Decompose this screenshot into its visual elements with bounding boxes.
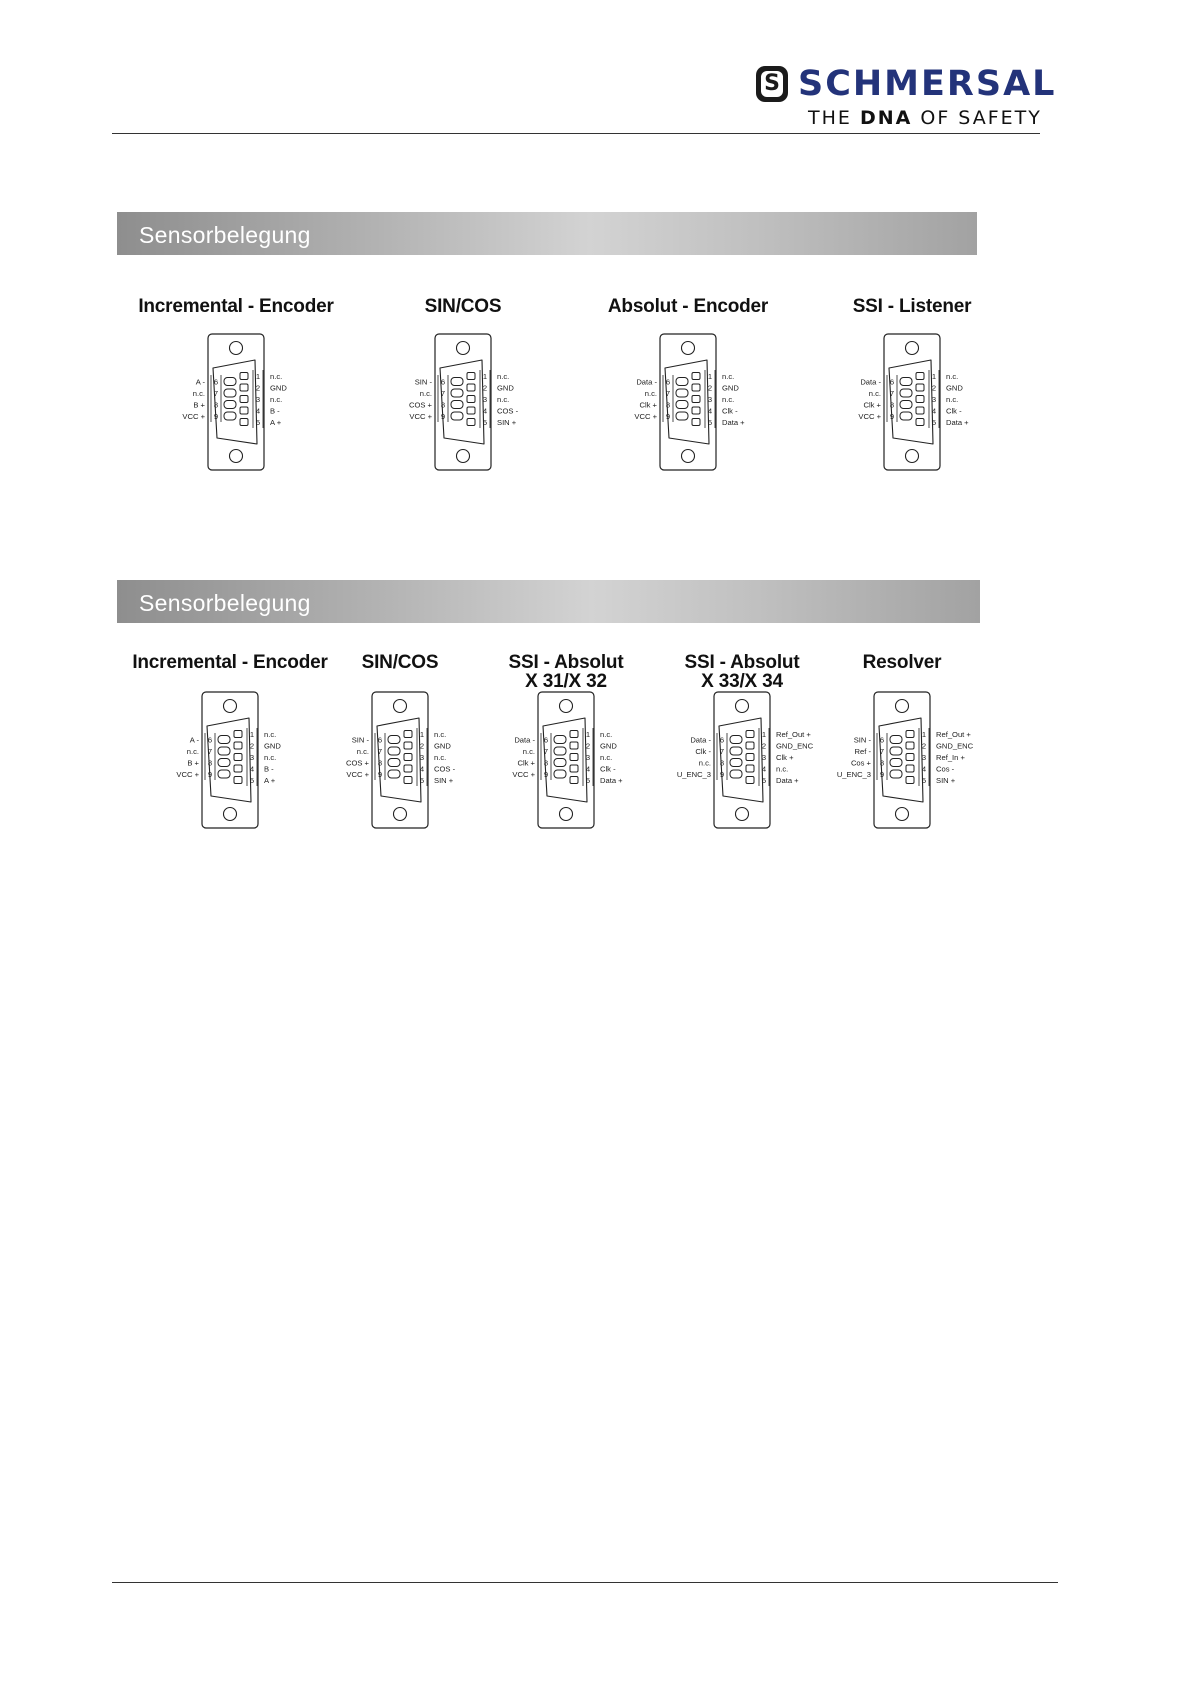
pin-signal-label: GND bbox=[434, 741, 451, 751]
pin-icon bbox=[467, 396, 475, 403]
pin-signal-label: SIN + bbox=[936, 775, 956, 785]
connector-title: SIN/COS bbox=[424, 296, 502, 317]
pin-signal-label: n.c. bbox=[722, 371, 735, 381]
pin-number: 7 bbox=[213, 388, 219, 398]
connector-title: SSI - Absolut X 33/X 34 bbox=[684, 652, 800, 692]
pin-icon bbox=[234, 742, 242, 749]
pin-icon bbox=[554, 747, 566, 755]
pin-number: 7 bbox=[543, 746, 549, 756]
pin-icon bbox=[240, 396, 248, 403]
connector-title: SSI - Absolut X 31/X 32 bbox=[508, 652, 624, 692]
pin-signal-label: n.c. bbox=[946, 394, 959, 404]
pin-signal-label: Clk - bbox=[722, 406, 738, 416]
pin-icon bbox=[916, 407, 924, 414]
pin-signal-label: n.c. bbox=[698, 758, 711, 768]
pin-icon bbox=[692, 373, 700, 380]
pin-signal-label: B - bbox=[270, 406, 280, 416]
pin-icon bbox=[746, 731, 754, 738]
pin-signal-label: GND bbox=[270, 383, 287, 393]
pin-number: 4 bbox=[482, 406, 488, 416]
pin-signal-label: SIN + bbox=[497, 417, 517, 427]
db9-connector-diagram bbox=[343, 332, 583, 476]
pin-signal-label: Ref_In + bbox=[936, 752, 965, 762]
pin-signal-label: Ref_Out + bbox=[776, 729, 811, 739]
pin-number: 5 bbox=[761, 775, 767, 785]
pin-icon bbox=[218, 736, 230, 744]
pin-icon bbox=[916, 384, 924, 391]
pin-icon bbox=[906, 731, 914, 738]
pin-signal-label: COS - bbox=[434, 764, 456, 774]
schmersal-logo bbox=[756, 64, 1057, 132]
pin-icon bbox=[467, 407, 475, 414]
connector-title: SSI - Listener bbox=[852, 296, 972, 317]
pin-signal-label: n.c. bbox=[434, 729, 447, 739]
pin-signal-label: Clk - bbox=[600, 764, 616, 774]
pin-number: 9 bbox=[879, 769, 885, 779]
pin-signal-label: GND_ENC bbox=[936, 741, 974, 751]
pin-number: 6 bbox=[377, 735, 383, 745]
pin-number: 5 bbox=[419, 775, 425, 785]
pin-number: 6 bbox=[889, 377, 895, 387]
mounting-hole-icon bbox=[457, 450, 470, 463]
pin-number: 5 bbox=[707, 417, 713, 427]
pin-icon bbox=[451, 389, 463, 397]
db9-connector-diagram bbox=[792, 332, 1032, 476]
pin-signal-label: GND_ENC bbox=[776, 741, 814, 751]
pin-number: 2 bbox=[482, 383, 488, 393]
pin-icon bbox=[467, 419, 475, 426]
pin-number: 9 bbox=[889, 411, 895, 421]
pin-number: 5 bbox=[931, 417, 937, 427]
pin-icon bbox=[404, 754, 412, 761]
pin-number: 1 bbox=[249, 729, 255, 739]
pin-icon bbox=[224, 389, 236, 397]
pin-signal-label: VCC + bbox=[409, 411, 432, 421]
pin-signal-label: Cos - bbox=[936, 764, 955, 774]
section-banner-2: Sensorbelegung bbox=[117, 580, 980, 623]
pin-signal-label: Ref_Out + bbox=[936, 729, 971, 739]
pin-number: 2 bbox=[707, 383, 713, 393]
db9-connector-diagram bbox=[782, 690, 1022, 834]
pin-number: 1 bbox=[707, 371, 713, 381]
pin-signal-label: n.c. bbox=[868, 388, 881, 398]
pin-signal-label: SIN - bbox=[414, 377, 432, 387]
pin-signal-label: n.c. bbox=[497, 394, 510, 404]
pin-icon bbox=[404, 731, 412, 738]
pin-number: 4 bbox=[255, 406, 261, 416]
pin-signal-label: GND bbox=[264, 741, 281, 751]
pin-signal-label: A + bbox=[270, 417, 282, 427]
pin-icon bbox=[554, 736, 566, 744]
pin-number: 2 bbox=[931, 383, 937, 393]
pin-icon bbox=[692, 407, 700, 414]
pin-number: 4 bbox=[585, 764, 591, 774]
pin-signal-label: n.c. bbox=[192, 388, 205, 398]
pin-signal-label: A + bbox=[264, 775, 276, 785]
pin-signal-label: SIN + bbox=[434, 775, 454, 785]
pin-icon bbox=[554, 759, 566, 767]
pin-number: 9 bbox=[213, 411, 219, 421]
pin-number: 4 bbox=[931, 406, 937, 416]
pin-icon bbox=[234, 765, 242, 772]
pin-signal-label: COS + bbox=[408, 400, 432, 410]
pin-number: 6 bbox=[207, 735, 213, 745]
pin-icon bbox=[570, 742, 578, 749]
pin-number: 8 bbox=[889, 400, 895, 410]
pin-number: 1 bbox=[761, 729, 767, 739]
pin-number: 7 bbox=[207, 746, 213, 756]
pin-icon bbox=[240, 419, 248, 426]
pin-icon bbox=[730, 759, 742, 767]
pin-number: 6 bbox=[543, 735, 549, 745]
mounting-hole-icon bbox=[906, 342, 919, 355]
pin-number: 6 bbox=[879, 735, 885, 745]
pin-icon bbox=[900, 412, 912, 420]
pin-signal-label: B + bbox=[187, 758, 199, 768]
pin-number: 1 bbox=[585, 729, 591, 739]
pin-signal-label: GND bbox=[946, 383, 963, 393]
pin-number: 9 bbox=[207, 769, 213, 779]
pin-signal-label: GND bbox=[600, 741, 617, 751]
pin-icon bbox=[916, 419, 924, 426]
brand-tagline: THE DNA OF SAFETY bbox=[808, 107, 1042, 129]
pin-icon bbox=[451, 412, 463, 420]
connector-title: SIN/COS bbox=[361, 652, 439, 673]
db9-connector-diagram bbox=[116, 332, 356, 476]
pin-number: 6 bbox=[440, 377, 446, 387]
mounting-hole-icon bbox=[896, 808, 909, 821]
pin-signal-label: Data - bbox=[690, 735, 711, 745]
pin-signal-label: n.c. bbox=[264, 752, 277, 762]
pin-icon bbox=[218, 747, 230, 755]
pin-number: 3 bbox=[419, 752, 425, 762]
pin-signal-label: B - bbox=[264, 764, 274, 774]
pin-signal-label: Clk - bbox=[946, 406, 962, 416]
pin-number: 1 bbox=[419, 729, 425, 739]
pin-number: 8 bbox=[377, 758, 383, 768]
pin-signal-label: A - bbox=[195, 377, 205, 387]
pin-number: 2 bbox=[255, 383, 261, 393]
pin-icon bbox=[388, 759, 400, 767]
pin-icon bbox=[218, 759, 230, 767]
pin-number: 9 bbox=[543, 769, 549, 779]
pin-icon bbox=[224, 378, 236, 386]
pin-signal-label: Ref - bbox=[854, 746, 871, 756]
pin-signal-label: GND bbox=[497, 383, 514, 393]
pin-number: 3 bbox=[707, 394, 713, 404]
pin-icon bbox=[900, 401, 912, 409]
pin-signal-label: Clk + bbox=[863, 400, 881, 410]
pin-number: 2 bbox=[585, 741, 591, 751]
pin-icon bbox=[676, 389, 688, 397]
pin-icon bbox=[404, 777, 412, 784]
mounting-hole-icon bbox=[560, 700, 573, 713]
pin-number: 8 bbox=[665, 400, 671, 410]
pin-icon bbox=[746, 742, 754, 749]
pin-signal-label: n.c. bbox=[270, 371, 283, 381]
pin-number: 5 bbox=[921, 775, 927, 785]
pin-number: 9 bbox=[665, 411, 671, 421]
pin-signal-label: n.c. bbox=[600, 752, 613, 762]
pin-signal-label: Data + bbox=[722, 417, 745, 427]
pin-signal-label: Clk - bbox=[695, 746, 711, 756]
db9-connector-diagram bbox=[568, 332, 808, 476]
pin-number: 2 bbox=[249, 741, 255, 751]
connector-title: Resolver bbox=[862, 652, 942, 673]
pin-icon bbox=[404, 765, 412, 772]
pin-signal-label: Data + bbox=[946, 417, 969, 427]
pin-icon bbox=[890, 770, 902, 778]
pin-signal-label: SIN - bbox=[853, 735, 871, 745]
pin-number: 5 bbox=[585, 775, 591, 785]
pin-number: 8 bbox=[440, 400, 446, 410]
mounting-hole-icon bbox=[230, 342, 243, 355]
pin-signal-label: Data - bbox=[636, 377, 657, 387]
pin-signal-label: Cos + bbox=[850, 758, 871, 768]
pin-signal-label: n.c. bbox=[946, 371, 959, 381]
pin-signal-label: n.c. bbox=[186, 746, 199, 756]
pin-icon bbox=[906, 754, 914, 761]
pin-icon bbox=[676, 412, 688, 420]
pin-icon bbox=[906, 765, 914, 772]
pin-signal-label: Clk + bbox=[517, 758, 535, 768]
pin-icon bbox=[388, 770, 400, 778]
pin-icon bbox=[890, 747, 902, 755]
pin-number: 7 bbox=[719, 746, 725, 756]
pin-icon bbox=[234, 777, 242, 784]
pin-signal-label: B + bbox=[193, 400, 205, 410]
pin-signal-label: n.c. bbox=[419, 388, 432, 398]
pin-number: 8 bbox=[879, 758, 885, 768]
pin-icon bbox=[404, 742, 412, 749]
pin-signal-label: n.c. bbox=[356, 746, 369, 756]
mounting-hole-icon bbox=[224, 808, 237, 821]
pin-number: 4 bbox=[249, 764, 255, 774]
pin-signal-label: SIN - bbox=[351, 735, 369, 745]
pin-icon bbox=[906, 742, 914, 749]
pin-icon bbox=[730, 770, 742, 778]
pin-number: 8 bbox=[719, 758, 725, 768]
mounting-hole-icon bbox=[230, 450, 243, 463]
pin-icon bbox=[570, 765, 578, 772]
pin-number: 2 bbox=[921, 741, 927, 751]
pin-signal-label: VCC + bbox=[858, 411, 881, 421]
mounting-hole-icon bbox=[560, 808, 573, 821]
pin-icon bbox=[692, 396, 700, 403]
connector-title: Incremental - Encoder bbox=[138, 296, 334, 317]
pin-signal-label: n.c. bbox=[264, 729, 277, 739]
pin-number: 9 bbox=[377, 769, 383, 779]
pin-icon bbox=[570, 777, 578, 784]
pin-signal-label: A - bbox=[189, 735, 199, 745]
pin-signal-label: VCC + bbox=[346, 769, 369, 779]
footer-divider bbox=[112, 1582, 1058, 1583]
pin-number: 4 bbox=[707, 406, 713, 416]
pin-number: 9 bbox=[440, 411, 446, 421]
pin-number: 5 bbox=[249, 775, 255, 785]
pin-icon bbox=[224, 401, 236, 409]
mounting-hole-icon bbox=[896, 700, 909, 713]
pin-icon bbox=[218, 770, 230, 778]
pin-signal-label: n.c. bbox=[434, 752, 447, 762]
pin-number: 5 bbox=[482, 417, 488, 427]
pin-signal-label: Data - bbox=[514, 735, 535, 745]
pin-icon bbox=[730, 747, 742, 755]
pin-signal-label: n.c. bbox=[776, 764, 789, 774]
pin-number: 2 bbox=[419, 741, 425, 751]
mounting-hole-icon bbox=[224, 700, 237, 713]
pin-icon bbox=[900, 389, 912, 397]
pin-icon bbox=[467, 384, 475, 391]
pin-signal-label: VCC + bbox=[182, 411, 205, 421]
pin-signal-label: n.c. bbox=[270, 394, 283, 404]
pin-number: 3 bbox=[585, 752, 591, 762]
pin-icon bbox=[906, 777, 914, 784]
pin-signal-label: COS + bbox=[345, 758, 369, 768]
pin-icon bbox=[234, 754, 242, 761]
pin-icon bbox=[730, 736, 742, 744]
pin-signal-label: Clk + bbox=[639, 400, 657, 410]
pin-icon bbox=[240, 384, 248, 391]
pin-number: 6 bbox=[665, 377, 671, 387]
pin-icon bbox=[224, 412, 236, 420]
pin-icon bbox=[451, 401, 463, 409]
pin-signal-label: Data + bbox=[776, 775, 799, 785]
pin-number: 7 bbox=[889, 388, 895, 398]
pin-number: 8 bbox=[207, 758, 213, 768]
pin-number: 1 bbox=[921, 729, 927, 739]
pin-signal-label: GND bbox=[722, 383, 739, 393]
pin-number: 2 bbox=[761, 741, 767, 751]
brand-name: SCHMERSAL bbox=[798, 64, 1057, 104]
pin-number: 1 bbox=[482, 371, 488, 381]
pin-number: 9 bbox=[719, 769, 725, 779]
pin-icon bbox=[570, 731, 578, 738]
pin-number: 7 bbox=[665, 388, 671, 398]
pin-signal-label: Data + bbox=[600, 775, 623, 785]
pin-signal-label: COS - bbox=[497, 406, 519, 416]
pin-number: 4 bbox=[419, 764, 425, 774]
pin-icon bbox=[746, 777, 754, 784]
mounting-hole-icon bbox=[736, 808, 749, 821]
header-divider bbox=[112, 133, 1040, 134]
pin-icon bbox=[467, 373, 475, 380]
pin-number: 8 bbox=[543, 758, 549, 768]
pin-signal-label: n.c. bbox=[497, 371, 510, 381]
pin-number: 1 bbox=[931, 371, 937, 381]
pin-icon bbox=[676, 401, 688, 409]
mounting-hole-icon bbox=[394, 808, 407, 821]
pin-number: 4 bbox=[921, 764, 927, 774]
pin-icon bbox=[746, 765, 754, 772]
pin-icon bbox=[890, 736, 902, 744]
pin-icon bbox=[451, 378, 463, 386]
mounting-hole-icon bbox=[457, 342, 470, 355]
pin-signal-label: U_ENC_3 bbox=[676, 769, 711, 779]
pin-icon bbox=[900, 378, 912, 386]
connector-title: Absolut - Encoder bbox=[607, 296, 769, 317]
pin-icon bbox=[890, 759, 902, 767]
pin-icon bbox=[554, 770, 566, 778]
pin-icon bbox=[676, 378, 688, 386]
pin-number: 7 bbox=[440, 388, 446, 398]
pin-icon bbox=[916, 396, 924, 403]
pin-signal-label: n.c. bbox=[600, 729, 613, 739]
pin-icon bbox=[916, 373, 924, 380]
pin-number: 6 bbox=[719, 735, 725, 745]
pin-number: 3 bbox=[249, 752, 255, 762]
mounting-hole-icon bbox=[682, 450, 695, 463]
pin-signal-label: Clk + bbox=[776, 752, 794, 762]
mounting-hole-icon bbox=[736, 700, 749, 713]
pin-number: 1 bbox=[255, 371, 261, 381]
pin-number: 3 bbox=[255, 394, 261, 404]
pin-icon bbox=[388, 736, 400, 744]
pin-number: 7 bbox=[377, 746, 383, 756]
mounting-hole-icon bbox=[906, 450, 919, 463]
mounting-hole-icon bbox=[394, 700, 407, 713]
pin-icon bbox=[692, 419, 700, 426]
pin-signal-label: n.c. bbox=[522, 746, 535, 756]
pin-number: 8 bbox=[213, 400, 219, 410]
section-banner-1: Sensorbelegung bbox=[117, 212, 977, 255]
pin-signal-label: VCC + bbox=[512, 769, 535, 779]
pin-icon bbox=[692, 384, 700, 391]
pin-icon bbox=[240, 373, 248, 380]
pin-signal-label: n.c. bbox=[644, 388, 657, 398]
connector-title: Incremental - Encoder bbox=[132, 652, 328, 673]
pin-icon bbox=[234, 731, 242, 738]
pin-icon bbox=[388, 747, 400, 755]
pin-icon bbox=[746, 754, 754, 761]
pin-number: 3 bbox=[761, 752, 767, 762]
schmersal-emblem-icon: S bbox=[756, 66, 788, 102]
pin-signal-label: Data - bbox=[860, 377, 881, 387]
pin-signal-label: n.c. bbox=[722, 394, 735, 404]
pin-number: 6 bbox=[213, 377, 219, 387]
pin-number: 7 bbox=[879, 746, 885, 756]
pin-signal-label: VCC + bbox=[176, 769, 199, 779]
mounting-hole-icon bbox=[682, 342, 695, 355]
pin-icon bbox=[240, 407, 248, 414]
pin-number: 3 bbox=[921, 752, 927, 762]
pin-number: 4 bbox=[761, 764, 767, 774]
pin-icon bbox=[570, 754, 578, 761]
pin-number: 3 bbox=[482, 394, 488, 404]
pin-number: 5 bbox=[255, 417, 261, 427]
pin-signal-label: U_ENC_3 bbox=[836, 769, 871, 779]
pin-number: 3 bbox=[931, 394, 937, 404]
pin-signal-label: VCC + bbox=[634, 411, 657, 421]
